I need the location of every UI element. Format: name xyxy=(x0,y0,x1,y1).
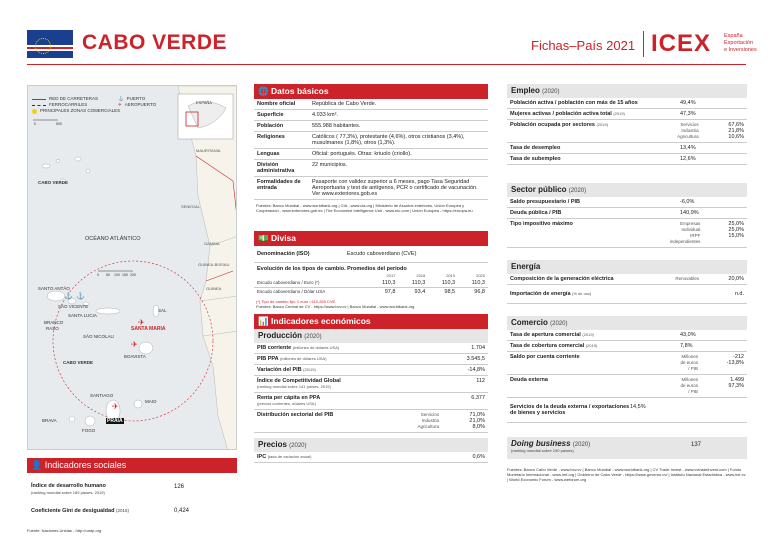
precios-header: Precios (2020) xyxy=(254,438,488,452)
scale-200: 200 xyxy=(130,273,136,277)
map-legend-2: ⚓ PUERTO ✈ AEROPUERTO xyxy=(118,96,157,107)
map-label-branco: BRANCO xyxy=(44,320,64,325)
deuda-externa-row: Deuda externa Millones de euros / PIB 1.499 97,3% xyxy=(507,375,747,398)
map-label-santo-antao: SANTO ANTÃO xyxy=(38,286,70,291)
map-label-mauritania: MAURITANIA xyxy=(196,148,221,153)
generacion-electrica-row: Composición de la generación eléctrica Renovables 20,0% xyxy=(507,274,747,285)
poblacion-ocupada-row: Población ocupada por sectores (2019) Servicios Industria Agricultura 67,6% 21,8% 10,6% xyxy=(510,122,744,140)
divisa-note: (*) Tipo de cambio fijo: 1 euro =110,265 CVE. xyxy=(256,299,337,304)
social-source: Fuente: Naciones Unidas - http://undp.org xyxy=(27,528,102,533)
importacion-energia-row: Importación de energía (% de uso) n.d. xyxy=(507,285,747,304)
final-source: Fuentes: Banco Cabo Verde - www.bcv.cv | Banco Mundial - www.worldbank.org | CV Trade Invest - www.cvtradeinvest.com | Fondo Monetario Internacional - www.imf.org | Gobierno de Cabo Verde - https://www.governo.cv/ | Instituto Nacional Estadística - www.ine.cv | World Economic Forum - www.weforum.org xyxy=(507,467,746,482)
cabo-verde-flag xyxy=(27,30,73,58)
datos-basicos-table: Nombre oficial República de Cabo Verde. Superficie 4.033 km². Población 555.988 habitantes. Religiones Católicos ( 77,3%), protestante (4,6%), otros cristianos (3,4%), musulmanes (1,8%), otros (1,3%). Lenguas Oficial: portugués. Otras: kriuolo (criollo). División administrativa 22 municipios. Formalidades de entrada Pasaporte con validez superior a 6 meses, pago Tasa Seguridad Aeroportuaria y test de antígenos, PCR o certificado de vacunación. Ver www.exteriores.gob.es xyxy=(254,99,488,200)
gini-row: Coeficiente Gini de desigualdad (2015) xyxy=(31,508,129,514)
inset-scale-start: 0 xyxy=(34,122,36,126)
map-drawing xyxy=(28,86,237,450)
comercio-header: Comercio (2020) xyxy=(507,316,747,330)
map-label-santiago: SANTIAGO xyxy=(90,393,114,398)
page-header xyxy=(0,0,771,72)
map-label-raso: RASO xyxy=(46,326,59,331)
saldo-presupuestario-row: Saldo presupuestario / PIB -6,0% xyxy=(507,197,747,208)
map-label-praia: PRAIA xyxy=(107,418,123,424)
distribucion-sectorial-row: Distribución sectorial del PIB Servicios Industria Agricultura 71,0% 21,0% 8,0% xyxy=(254,410,488,433)
divisa-evolucion-title: Evolución de los tipos de cambio. Promedios del periodo xyxy=(257,266,407,272)
competitividad-row: Índice de Competitividad Global (ranking mundial sobre 141 países, 2019) 112 xyxy=(254,376,488,393)
renta-row: Renta per cápita en PPA (precios corrientes, dólares USA) 6.377 xyxy=(254,393,488,410)
scale-150: 150 xyxy=(122,273,128,277)
map-label-brava: BRAVA xyxy=(42,418,57,423)
variacion-pib-row: Variación del PIB (20/19) -14,8% xyxy=(254,365,488,376)
idh-row: Índice de desarrollo humano (ranking mundial sobre 189 países, 2019) xyxy=(31,483,106,495)
servicio-deuda-row: Servicios de la deuda externa / exportaciones de bienes y servicios 14,5% xyxy=(507,398,747,423)
tipo-impositivo-row: Tipo impositivo máximo Empresas Individual IRPF independientes 25,0% 25,0% 15,0% xyxy=(507,219,747,248)
divisa-header: 💵 Divisa xyxy=(254,231,488,246)
fichas-label: Fichas–País 2021 xyxy=(531,38,636,53)
pib-ppa-row: PIB PPA (millones de dólares USA) 3.545,5 xyxy=(254,354,488,365)
produccion-header: Producción (2020) xyxy=(254,329,488,343)
cobertura-row: Tasa de cobertura comercial (2019) 7,8% xyxy=(507,341,747,352)
bar-chart-icon: 📊 xyxy=(258,316,269,326)
eco-header: 📊 Indicadores económicos xyxy=(254,314,488,329)
map-label-fogo: FOGO xyxy=(82,428,96,433)
divisa-denominacion: Denominación (ISO) Escudo caboverdiano (CVE) xyxy=(254,246,488,263)
deuda-publica-row: Deuda pública / PIB 140,9% xyxy=(507,208,747,219)
idh-value: 126 xyxy=(174,484,185,490)
port-icon: ⚓ xyxy=(64,293,73,300)
map-label-sal: SAL xyxy=(158,308,167,313)
empleo-header: Empleo (2020) xyxy=(507,84,747,98)
mujeres-activas-row: Mujeres activas / población activa total (2019) 47,3% xyxy=(507,109,747,120)
page-title: CABO VERDE xyxy=(82,31,228,54)
doing-business-header: Doing business (2020) (ranking mundial sobre 190 países) 137 xyxy=(507,437,747,459)
poblacion-activa-row: Población activa / población con más de 15 años 49,4% xyxy=(507,98,747,109)
social-indicators-header xyxy=(27,458,237,473)
person-icon: 👤 xyxy=(31,460,43,470)
right-column xyxy=(507,84,747,482)
map-label-santa-lucia: SANTA LUCIA xyxy=(68,313,97,318)
header-divider xyxy=(27,64,746,65)
airport-icon: ✈ xyxy=(131,340,138,349)
airport-icon: ✈ xyxy=(138,318,145,327)
icex-logo-subtitle: España Exportación e Inversiones xyxy=(724,33,757,53)
inset-scale-end: 500 xyxy=(56,122,62,126)
desempleo-row: Tasa de desempleo 13,4% xyxy=(507,142,747,154)
pib-corriente-row: PIB corriente (millones de dólares USA) 1.704 xyxy=(254,343,488,354)
map-legend: RED DE CARRETERAS FERROCARRILES PRINCIPALES ZONAS COMERCIALES xyxy=(32,96,120,114)
subempleo-row: Tasa de subempleo 12,6% xyxy=(507,154,747,165)
map-label-gambia: GAMBIA xyxy=(204,241,220,246)
map-label-oceano: OCÉANO ATLÁNTICO xyxy=(85,236,141,242)
map-label-espana: ESPAÑA xyxy=(196,100,212,105)
map-label-guinea-bissau: GUINEA-BISSAU xyxy=(198,262,230,267)
globe-icon: 🌐 xyxy=(258,86,269,96)
map-label-santa-maria: SANTA MARIA xyxy=(131,326,166,332)
country-map xyxy=(27,85,237,450)
scale-100: 100 xyxy=(114,273,120,277)
energia-header: Energía xyxy=(507,260,747,274)
map-label-maio: MAIO xyxy=(145,399,157,404)
middle-column xyxy=(254,84,488,463)
port-icon: ⚓ xyxy=(76,293,85,300)
datos-source: Fuentes: Banco Mundial - www.worldbank.org | CIA - www.cia.org | Ministerio de Asuntos exteriores, Unión Europea y Cooperación - www.exteriores.gob.es | The Economist Intelligence Unit - www.eiu.com | Unión Europea - https://europa.eu xyxy=(256,203,473,213)
map-label-boavista: BOAVISTA xyxy=(124,354,146,359)
logo-divider xyxy=(643,31,644,57)
datos-basicos-header: 🌐 Datos básicos xyxy=(254,84,488,99)
saldo-cuenta-row: Saldo por cuenta corriente Millones de euros / PIB -212 -13,8% xyxy=(507,352,747,375)
map-label-guinea: GUINEA xyxy=(206,286,222,291)
social-indicators-title: Indicadores sociales xyxy=(44,460,127,470)
gini-value: 0,424 xyxy=(174,508,190,514)
map-label-sao-vicente: SÃO VICENTE xyxy=(58,304,89,309)
sector-publico-header: Sector público (2020) xyxy=(507,183,747,197)
apertura-row: Tasa de apertura comercial (2019) 43,0% xyxy=(507,330,747,341)
map-label-sao-nicolau: SÃO NICOLAU xyxy=(83,334,114,339)
airport-icon: ✈ xyxy=(112,402,119,411)
divisa-source: Fuentes: Banco Central de CV - https://www.bcv.cv | Banco Mundial - www.worldbank.org xyxy=(256,304,415,309)
icex-logo: ICEX xyxy=(651,30,712,57)
map-label-cabo-verde: CABO VERDE xyxy=(63,360,94,365)
ipc-row: IPC (tasa de variación anual) 0,6% xyxy=(254,452,488,463)
map-label-senegal: SENEGAL xyxy=(181,204,200,209)
map-label-cabo-verde-inset: CABO VERDE xyxy=(38,180,69,185)
scale-0: 0 xyxy=(97,273,99,277)
currency-icon: 💵 xyxy=(258,233,269,243)
exchange-rate-table: 2017 2018 2019 2020 Escudo caboverdiano / Euro (*) 110,3 110,3 110,3 110,3 Escudo caboverdiano / Dólar USA 97,8 93,4 98,5 96,8 xyxy=(254,272,488,296)
scale-50: 50 xyxy=(106,273,110,277)
